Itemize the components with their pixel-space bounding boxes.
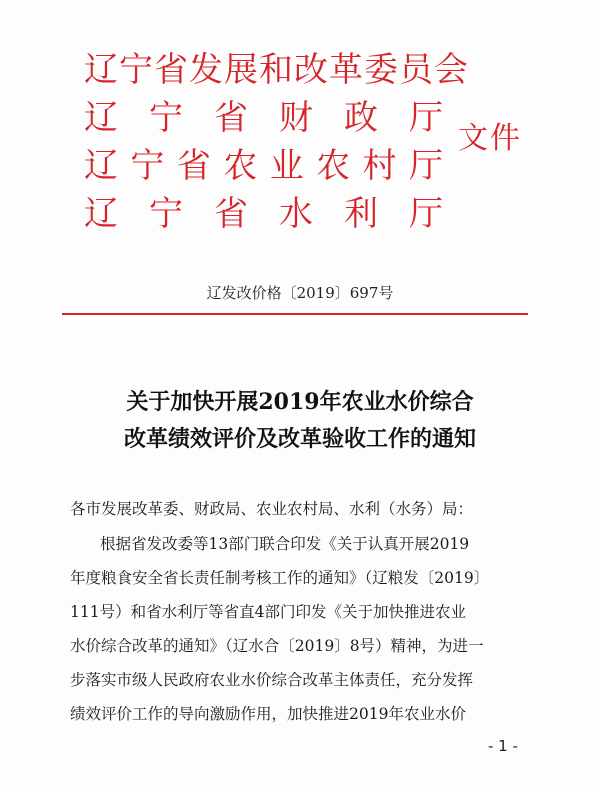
body-text-line: 111号）和省水利厅等省直4部门印发《关于加快推进农业 [70,603,466,621]
issuer-character: 厅 [409,194,444,234]
issuer-name [84,98,444,138]
issuer-character: 农 [223,146,259,186]
issuer-name [84,194,444,234]
body-text-line: 根据省发改委等13部门联合印发《关于认真开展2019 [100,535,470,553]
addressee: 各市发展改革委、财政局、农业农村局、水利（水务）局： [70,500,474,518]
document-number: 辽发改价格〔2019〕697号 [206,284,394,302]
issuer-character: 省 [214,98,249,138]
body-text-line: 绩效评价工作的导向激励作用，加快推进2019年农业水价 [70,705,466,723]
body-text-line: 步落实市级人民政府农业水价综合改革主体责任，充分发挥 [70,671,474,689]
notice-title-line: 改革绩效评价及改革验收工作的通知 [123,426,476,452]
issuer-character: 宁 [130,146,166,186]
issuer-character: 厅 [408,146,444,186]
issuer-character: 省 [214,194,249,234]
issuer-character: 宁 [149,194,184,234]
issuer-ndrc [84,50,469,90]
issuer-character: 辽 [84,194,119,234]
body-text-line: 年度粮食安全省长责任制考核工作的通知》（辽粮发〔2019〕 [70,569,490,587]
issuer-character: 宁 [149,98,184,138]
notice-title-line: 关于加快开展2019年农业水价综合 [126,389,474,415]
issuer-character: 政 [344,98,379,138]
body-text-line: 水价综合改革的通知》（辽水合〔2019〕8号）精神，为进一 [70,637,484,655]
issuer-agriculture [84,146,444,186]
issuer-character: 省 [176,146,212,186]
issuer-character: 厅 [409,98,444,138]
issuer-character: 财 [279,98,314,138]
issuer-character: 辽 [84,98,119,138]
issuer-character: 水 [279,194,314,234]
issuer-character: 农 [316,146,352,186]
issuer-character: 辽 [84,146,119,186]
document-suffix: 文件 [458,121,522,156]
issuer-character: 利 [344,194,379,234]
header-divider [62,313,528,315]
page-number: - 1 - [488,737,518,755]
issuer-name: 辽宁省发展和改革委员会 [84,50,469,90]
issuer-name [84,146,444,186]
issuer-finance [84,98,444,138]
issuer-water [84,194,444,234]
issuer-character: 村 [362,146,398,186]
issuer-character: 业 [269,146,305,186]
